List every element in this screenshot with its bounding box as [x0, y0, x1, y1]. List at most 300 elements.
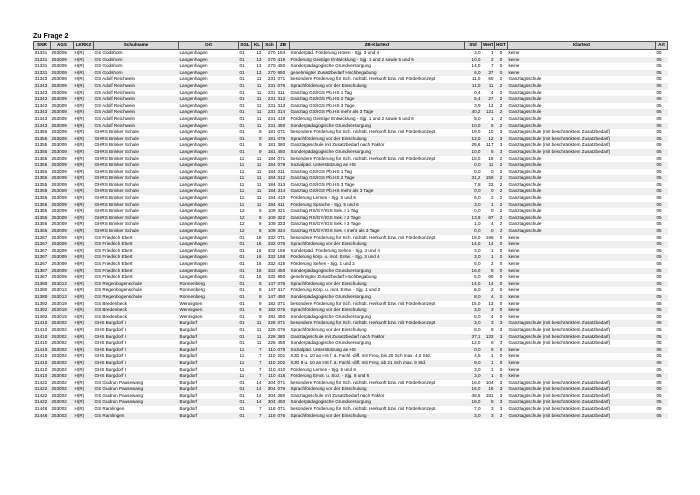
table-cell: 05 [656, 261, 662, 266]
table-cell: Ganztagsschule [508, 215, 656, 222]
table-cell: besondere Förderung für Sch. nichtdt. Herkunft bzw. mit Förderkonzept [290, 300, 436, 306]
table-cell: keine [508, 281, 656, 288]
table-cell: 071 [277, 234, 286, 240]
table-cell: 31392 [34, 313, 48, 319]
table-cell: 8 [252, 281, 263, 288]
table-cell: H(R) [74, 83, 94, 90]
table-cell: H(R) [74, 123, 94, 130]
table-cell: 2 [495, 188, 508, 195]
table-cell: 9 [258, 142, 262, 148]
table-row [34, 175, 668, 182]
table-cell: 05 [656, 360, 668, 367]
table-cell: H(R) [74, 313, 85, 319]
table-cell: 0 [495, 360, 508, 367]
table-cell: genehmigter Zusatzbedarf Hochbegabung [290, 70, 465, 77]
table-cell: 253002 [51, 392, 67, 398]
table-cell: keine [508, 313, 520, 319]
table-cell: 01 [239, 300, 245, 306]
table-cell: 3,0 [465, 307, 482, 314]
table-cell: 31355 [34, 149, 51, 156]
table-cell: 01 [239, 76, 245, 82]
table-cell: Burgdorf [179, 334, 239, 341]
table-cell: GS Friedrich Ebert [94, 247, 133, 253]
table-cell: 2 [490, 195, 494, 201]
table-cell: 0 [499, 247, 503, 253]
column-header: Schulname [94, 42, 179, 50]
table-cell: Langenhagen [179, 261, 208, 266]
table-cell: 253009 [51, 274, 67, 280]
table-cell: 05 [656, 208, 662, 214]
table-cell: 9,0 [465, 360, 482, 367]
table-cell: 253009 [51, 63, 67, 69]
table-cell: Sozialpäd. Unterstützung an HS [290, 162, 465, 169]
table-cell: 31367 [34, 234, 48, 240]
table-cell: 2 [499, 155, 503, 161]
page-title: Zu Frage 2 [33, 33, 69, 40]
table-cell: Ganztagsschule [508, 76, 542, 82]
column-header: Klartext [508, 42, 656, 50]
table-cell: 253009 [51, 115, 67, 121]
table-row [34, 202, 668, 209]
table-cell: H(R) [74, 360, 94, 367]
table-cell: 01 [239, 268, 252, 275]
table-cell: 253009 [51, 188, 74, 195]
table-cell: 01 [239, 102, 245, 108]
table-cell: 450 [277, 399, 290, 406]
table-cell: GS Bredenbeck [94, 307, 179, 314]
table-cell: 05 [656, 136, 668, 143]
table-cell: Ganztagsschule [508, 175, 656, 182]
table-cell: 3 [490, 406, 494, 412]
table-cell: Ganztagsschule (mit beschränktem Zusatzbedarf) [508, 136, 656, 143]
table-cell: Langenhagen [179, 215, 239, 222]
table-cell: Förderung Lernen - Sjg. 5 und 6 [290, 366, 356, 372]
table-cell: 12 [482, 136, 495, 143]
table-cell: GHRS Brinker Schule [94, 208, 139, 214]
table-cell: GHS Burgdorf I [94, 347, 179, 354]
table-cell: 253009 [51, 215, 74, 222]
table-cell: 253002 [51, 386, 74, 393]
table-cell: 6,0 [474, 195, 481, 201]
table-cell: 05 [656, 228, 668, 235]
table-cell: 31446 [34, 413, 51, 420]
table-cell: keine [508, 241, 656, 248]
table-row [34, 156, 668, 163]
table-cell: 110 [268, 366, 276, 372]
table-cell: Burgdorf [179, 392, 198, 398]
table-cell: Sonderpädagogische Grundversorgung [290, 340, 371, 346]
table-cell: 147 [263, 294, 277, 301]
table-cell: 11 [239, 188, 252, 195]
table-row [34, 129, 668, 136]
table-cell: Langenhagen [179, 57, 239, 64]
table-cell: 10 [488, 129, 494, 135]
table-cell: GHS Burgdorf I [94, 366, 126, 372]
table-cell: 3,0 [474, 50, 481, 55]
table-cell: Wennigsen [179, 300, 203, 306]
table-cell: 05 [656, 202, 668, 209]
table-cell: GHRS Brinker Schule [94, 149, 179, 156]
table-cell: 231 [267, 102, 276, 108]
table-cell: keine [508, 274, 520, 280]
table-cell: Burgdorf [179, 360, 239, 367]
table-cell: 253002 [51, 340, 67, 346]
table-cell: 05 [656, 247, 662, 253]
table-cell: 31355 [34, 188, 51, 195]
table-cell: 226 [263, 334, 277, 341]
table-cell: 202 [277, 360, 290, 367]
table-cell: H(R) [74, 347, 94, 354]
data-table [33, 41, 668, 419]
table-cell: 2 [495, 175, 508, 182]
table-cell: 11 [239, 155, 245, 161]
table-cell: 13 [488, 300, 494, 306]
table-cell: Burgdorf [179, 413, 239, 420]
table-cell: Burgdorf [179, 340, 198, 346]
table-cell: 184 [267, 181, 276, 187]
table-cell: Ganztag RS/GY/IGS Sek. I mehr als 3 Tage [290, 228, 465, 235]
table-cell: Ganztag GS/IGS Pb.HS 1 Tag [290, 89, 352, 95]
table-cell: GS Godshorn [94, 63, 123, 69]
table-cell: 076 [277, 307, 290, 314]
table-cell: 450 [277, 149, 290, 156]
table-cell: 01 [239, 83, 252, 90]
table-cell: 109 [267, 221, 276, 227]
table-cell: besondere Förderung für Sch. nichtdt. Herkunft bzw. mit Förderkonzept [290, 320, 465, 327]
table-cell: 12 [239, 228, 252, 235]
table-cell: 3 [495, 149, 508, 156]
table-cell: Langenhagen [179, 181, 208, 187]
table-cell: 253009 [51, 162, 74, 169]
table-cell: Burgdorf [179, 406, 198, 412]
table-cell: 253009 [51, 109, 74, 116]
table-cell: GS Regenbogenschule [94, 294, 179, 301]
table-cell: Ganztagsschule [508, 181, 542, 187]
table-cell: 2 [499, 168, 503, 174]
table-cell: Ganztagsschule (mit beschränktem Zusatzbedarf) [508, 129, 611, 135]
table-cell: 3 [495, 334, 508, 341]
table-cell: Burgdorf [179, 320, 239, 327]
table-cell: 13 [252, 57, 263, 64]
table-cell: 2 [499, 195, 503, 201]
table-cell: 2 [499, 208, 503, 214]
table-cell: 0 [495, 347, 508, 354]
table-cell: 3,0 [465, 320, 482, 327]
table-cell: genehmigter Zusatzbedarf Hochbegabung [290, 274, 377, 280]
table-cell: 3 [482, 307, 495, 314]
table-cell: Förderung körp. u. mot. Entw. - Sjg. 3 und 4 [290, 254, 465, 261]
table-cell: 1 [490, 115, 494, 121]
table-cell: Langenhagen [179, 241, 239, 248]
table-cell: 132 [482, 334, 495, 341]
table-cell: Ganztagsschule (mit beschränktem Zusatzbedarf) [508, 326, 611, 332]
table-cell: 184 [263, 162, 277, 169]
table-cell: 312 [277, 96, 290, 103]
table-cell: 2 [495, 215, 508, 222]
table-cell: 6,0 [474, 261, 481, 266]
table-cell: 312 [277, 175, 290, 182]
table-cell: keine [508, 50, 520, 55]
table-cell: GS Adolf Reichwein [94, 76, 136, 82]
table-cell: keine [508, 294, 656, 301]
table-cell: 31367 [34, 268, 51, 275]
table-cell: 10,0 [465, 149, 482, 156]
table-cell: 3 [495, 136, 508, 143]
table-cell: 27 [482, 96, 495, 103]
table-cell: Langenhagen [179, 168, 208, 174]
table-cell: 16,0 [465, 399, 482, 406]
table-cell: 9 [258, 313, 262, 319]
table-cell: GS Friedrich Ebert [94, 254, 179, 261]
table-cell: 01 [239, 320, 252, 327]
table-cell: GHS Burgdorf I [94, 326, 126, 332]
table-cell: 14 [256, 392, 262, 398]
table-cell: Förderung Körp. u. mot. Entw. - Sjg. 1 und 2 [290, 287, 381, 293]
table-cell: keine [508, 287, 520, 293]
table-cell: Langenhagen [179, 175, 239, 182]
table-cell: 16,0 [465, 268, 482, 275]
table-cell: GS Adolf Reichwein [94, 83, 179, 90]
table-row [34, 182, 668, 189]
table-cell: H(R) [74, 162, 94, 169]
table-cell: 071 [277, 300, 286, 306]
table-cell: 31367 [34, 274, 48, 280]
table-cell: keine [508, 57, 656, 64]
table-cell: 418 [277, 373, 290, 380]
table-row [34, 399, 668, 406]
table-cell: 14,0 [465, 241, 482, 248]
table-cell: 5 [482, 123, 495, 130]
table-cell: 6 [258, 208, 262, 214]
table-cell: Ganztagsschule (mit beschränktem Zusatzbedarf) [508, 399, 656, 406]
table-cell: Ganztagsschule [508, 228, 656, 235]
table-cell: 231 [263, 96, 277, 103]
table-cell: 3,0 [465, 254, 482, 261]
table-cell: 253002 [51, 326, 67, 332]
table-cell: H(R) [74, 175, 94, 182]
table-row [34, 393, 668, 400]
table-cell: keine [508, 234, 520, 240]
table-cell: Ganztag RS/GY/IGS Sek. I 3 Tage [290, 221, 361, 227]
table-cell: Langenhagen [179, 136, 239, 143]
table-cell: 01 [239, 109, 252, 116]
table-cell: 182 [267, 300, 276, 306]
table-cell: 13 [256, 50, 262, 55]
table-cell: 40,2 [465, 109, 482, 116]
table-cell: 253009 [51, 57, 74, 64]
table-cell: 0 [495, 241, 508, 248]
table-cell: 8 [258, 287, 262, 293]
table-cell: 05 [656, 254, 668, 261]
table-cell: 0 [495, 373, 508, 380]
table-cell: 071 [277, 155, 286, 161]
table-row [34, 334, 668, 341]
table-cell: 11 [239, 168, 245, 174]
table-cell: 31355 [34, 142, 48, 148]
table-cell: 332 [267, 261, 276, 266]
table-cell: 304 [267, 379, 276, 385]
table-cell: Sonderpädagogische Grundversorgung [290, 294, 465, 301]
table-cell: Ganztag RS/GY/IGS Sek. I 2 Tage [290, 215, 465, 222]
column-header: LKRKZ [74, 42, 94, 50]
table-cell: Burgdorf [179, 399, 239, 406]
table-cell: H(R) [74, 379, 85, 385]
table-cell: Förderung Geistige Entwicklung - Sjg. 1 und 2 sowie 5 und 6 [290, 115, 414, 121]
table-cell: 11 [239, 162, 252, 169]
table-row [34, 254, 668, 261]
table-cell: 6 [252, 215, 263, 222]
table-cell: GS Gudrun Pausewang [94, 379, 144, 385]
table-cell: H(R) [74, 392, 85, 398]
table-cell: 3 [499, 142, 503, 148]
table-cell: 0,0 [465, 188, 482, 195]
table-cell: Förderung Lernen - Sjg. 5 und 6 [290, 195, 356, 201]
table-cell: 1 [482, 373, 495, 380]
table-cell: 01 [239, 115, 245, 121]
table-cell: H(R) [74, 228, 94, 235]
table-cell: 1 [490, 50, 494, 55]
table-cell: 11 [252, 96, 263, 103]
table-cell: 1 [490, 247, 494, 253]
table-cell: Ganztagsschule [508, 208, 542, 214]
table-cell: Sprachförderung vor der Einschulung [290, 386, 465, 393]
table-cell: 31392 [34, 307, 51, 314]
table-cell: SJG 9 u. 10 an HS f. ä. Fachl.-diff. mit Freq. bis 20 Sch max. 4,5 Std. [290, 353, 431, 359]
table-cell: 117 [486, 142, 494, 148]
table-cell: 8,0 [474, 326, 481, 332]
table-cell: 05 [656, 70, 668, 77]
table-cell: besondere Förderung für Sch. nichtdt. Herkunft bzw. mit Förderkonzept [290, 406, 436, 412]
table-cell: 0 [490, 208, 494, 214]
table-cell: 05 [656, 347, 668, 354]
table-cell: H(R) [74, 307, 94, 314]
column-header: Sch [263, 42, 277, 50]
table-row [34, 320, 668, 327]
table-cell: Langenhagen [179, 76, 208, 82]
table-cell: H(R) [74, 63, 85, 69]
table-cell: 31355 [34, 215, 51, 222]
table-cell: H(R) [74, 261, 85, 266]
table-cell: 01 [239, 294, 252, 301]
table-cell: 01 [239, 241, 252, 248]
table-cell: 7 [490, 63, 494, 69]
table-cell: 226 [267, 340, 276, 346]
table-cell: GHRS Brinker Schule [94, 175, 179, 182]
table-cell: keine [508, 70, 656, 77]
table-cell: 3,0 [474, 366, 481, 372]
table-row [34, 380, 668, 387]
table-cell: H(R) [74, 268, 94, 275]
table-cell: 323 [277, 221, 286, 227]
table-row [34, 83, 668, 90]
table-cell: 11,0 [471, 76, 481, 82]
table-cell: Sozialpäd. Unterstützung an HS [290, 347, 465, 354]
table-cell: GS Friedrich Ebert [94, 241, 179, 248]
table-cell: 3 [499, 406, 503, 412]
table-cell: 05 [656, 195, 662, 201]
table-cell: GHRS Brinker Schule [94, 136, 179, 143]
table-cell: 253009 [51, 136, 74, 143]
table-cell: 3 [482, 413, 495, 420]
table-cell: 226 [267, 326, 276, 332]
table-row [34, 103, 668, 110]
table-cell: Sonderpäd. Förderung Hören - Sjg. 3 und 4 [290, 50, 380, 55]
table-cell: Ganztagsschule mit Zusatzbedarf nach Faktor [290, 334, 465, 341]
table-row [34, 162, 668, 169]
table-cell: Langenhagen [179, 115, 208, 121]
table-cell: 05 [656, 307, 668, 314]
table-cell: 7 [258, 406, 262, 412]
table-cell: Ganztagsschule (mit beschränktem Zusatzbedarf) [508, 413, 656, 420]
table-cell: H(R) [74, 96, 94, 103]
table-cell: GHRS Brinker Schule [94, 221, 139, 227]
table-cell: Sprachförderung vor der Einschulung [290, 136, 465, 143]
table-cell: GS Gudrun Pausewang [94, 399, 179, 406]
table-cell: GHS Burgdorf I [94, 334, 179, 341]
table-cell: Ganztagsschule (mit beschränktem Zusatzbedarf) [508, 406, 611, 412]
table-cell: Ganztagsschule [508, 221, 542, 227]
table-cell: 253013 [51, 287, 67, 293]
table-row [34, 347, 668, 354]
table-cell: 31355 [34, 155, 48, 161]
table-cell: 01 [239, 340, 245, 346]
table-cell: 322 [277, 215, 290, 222]
table-cell: GS Adolf Reichwein [94, 96, 179, 103]
table-cell: 05 [656, 96, 668, 103]
table-cell: 31343 [34, 123, 51, 130]
table-cell: besondere Förderung für Sch. nichtdt. Herkunft bzw. mit Förderkonzept [290, 155, 436, 161]
table-cell: 380 [277, 334, 290, 341]
table-row [34, 268, 668, 275]
table-cell: 253009 [51, 96, 74, 103]
header-row [34, 42, 668, 50]
table-row [34, 360, 668, 367]
table-cell: 380 [277, 392, 286, 398]
table-cell: keine [508, 247, 520, 253]
table-cell: 270 [267, 63, 276, 69]
table-cell: 2 [495, 162, 508, 169]
table-cell: 8 [490, 326, 494, 332]
table-cell: 7 [252, 373, 263, 380]
table-cell: 60 [488, 274, 494, 280]
table-cell: 05 [656, 89, 662, 95]
table-row [34, 307, 668, 314]
table-cell: 196 [485, 234, 494, 240]
column-header: Ort [179, 42, 239, 50]
table-cell: keine [508, 373, 656, 380]
table-cell: 01 [239, 413, 252, 420]
table-cell: 154 [277, 50, 286, 55]
table-cell: 16 [482, 386, 495, 393]
table-cell: 8 [482, 399, 495, 406]
table-cell: 11 [239, 366, 245, 372]
table-cell: 2 [499, 102, 503, 108]
table-cell: GS Friedrich Ebert [94, 274, 133, 280]
table-cell: 2 [495, 123, 508, 130]
table-cell: Ganztag GS/IGS Pb.HS mehr als 3 Tage [290, 188, 465, 195]
table-cell: 253009 [51, 208, 67, 214]
table-cell: 121 [482, 109, 495, 116]
table-cell: 05 [656, 115, 662, 121]
table-cell: Förderung Sprache - Sjg. 5 und 6 [290, 202, 465, 209]
table-cell: 31410 [34, 326, 48, 332]
table-cell: Langenhagen [179, 102, 208, 108]
table-cell: 01 [239, 149, 252, 156]
table-cell: 01 [239, 386, 252, 393]
table-cell: 11 [256, 181, 262, 187]
table-cell: 253009 [51, 102, 67, 108]
table-cell: 05 [656, 215, 668, 222]
